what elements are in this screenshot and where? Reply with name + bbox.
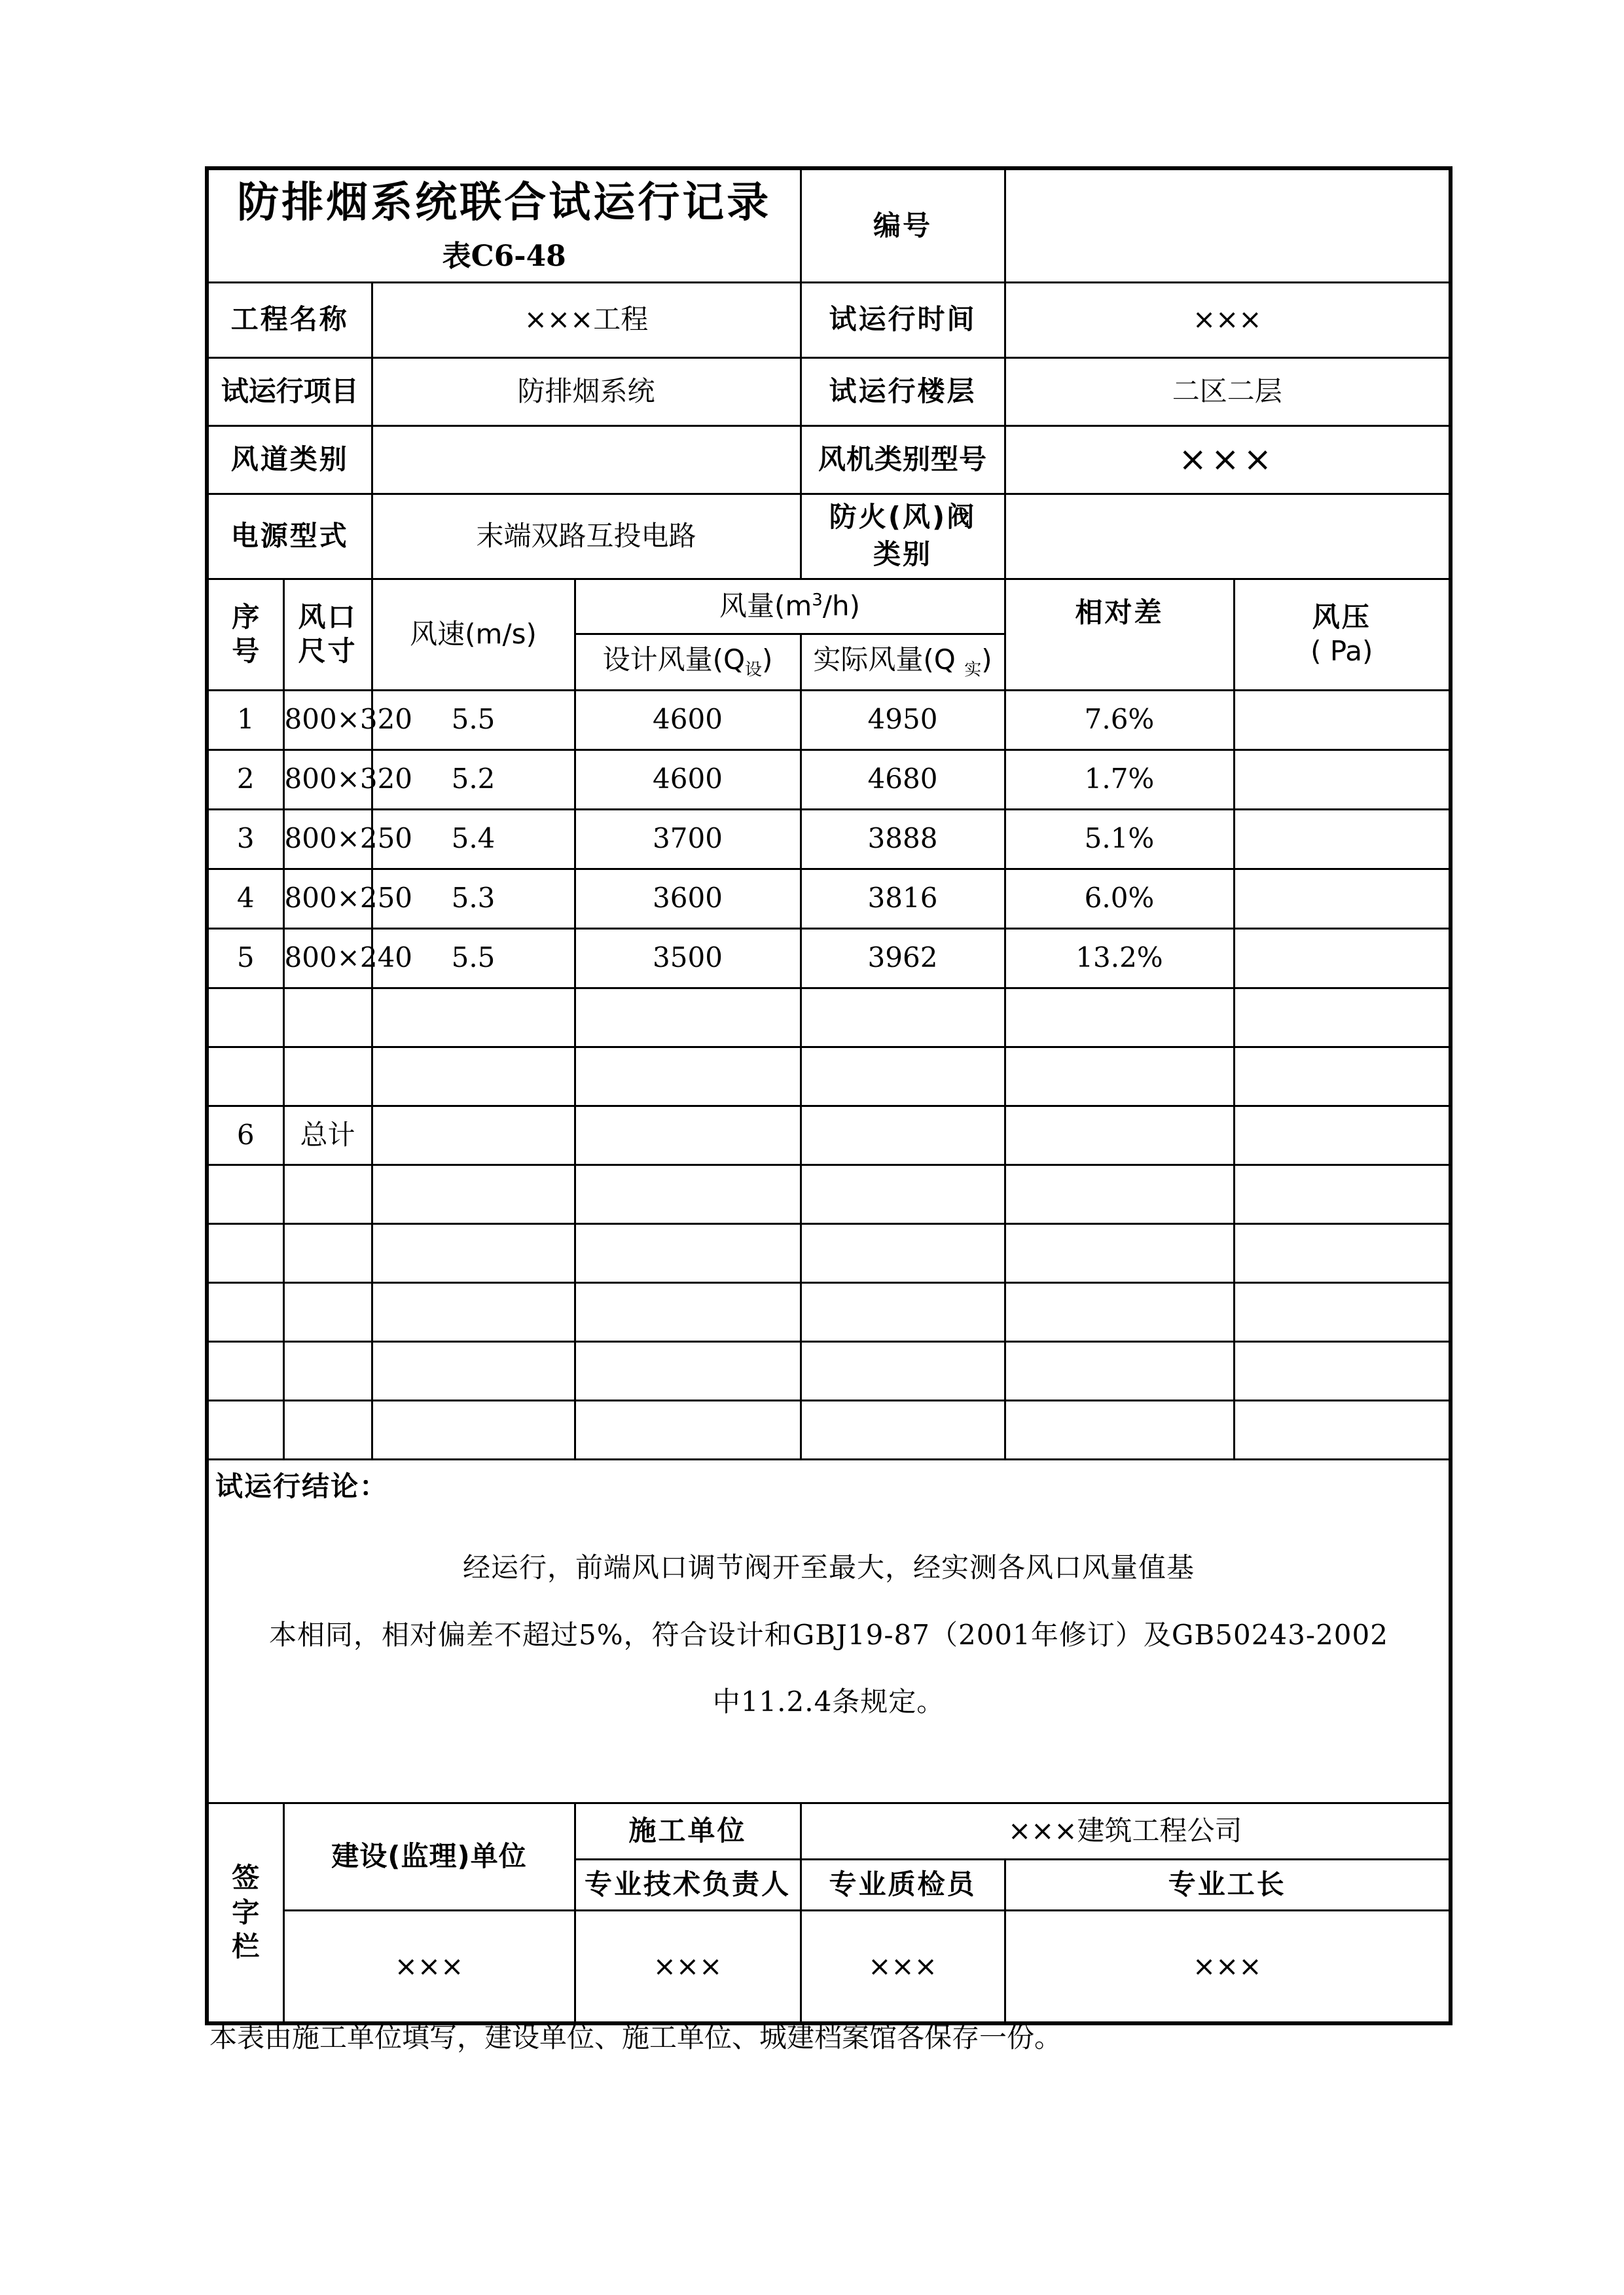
owner-sign[interactable]: ×××: [283, 1910, 575, 2023]
owner-label: 建设(监理)单位: [283, 1803, 575, 1910]
cell-actual[interactable]: [801, 1106, 1005, 1165]
col-volume-header: [575, 579, 1005, 634]
cell-actual[interactable]: [801, 1223, 1005, 1282]
cell-size[interactable]: 800×320: [283, 750, 372, 809]
table-row: [207, 1165, 1451, 1223]
damper-label-line1: 防火(风)阀: [829, 501, 977, 533]
cell-seq[interactable]: [207, 1282, 283, 1341]
cell-design[interactable]: [575, 1047, 801, 1106]
cell-speed[interactable]: [372, 1106, 575, 1165]
col-actual-text: 实际风量(Q: [813, 643, 965, 676]
cell-size[interactable]: 800×250: [283, 809, 372, 869]
cell-actual[interactable]: [801, 1165, 1005, 1223]
table-row: [207, 750, 1451, 809]
cell-design[interactable]: [575, 988, 801, 1047]
footnote: 本表由施工单位填写，建设单位、施工单位、城建档案馆各保存一份。: [209, 2021, 1062, 2053]
title-row: [207, 168, 1451, 282]
cell-actual[interactable]: [801, 1400, 1005, 1459]
cell-diff[interactable]: 5.1%: [1005, 809, 1234, 869]
cell-seq[interactable]: [207, 1165, 283, 1223]
cell-seq[interactable]: 3: [207, 809, 283, 869]
col-seq-header-line2: 号: [232, 635, 260, 667]
col-seq-header-line1: 序: [232, 600, 260, 633]
table-row: [207, 1400, 1451, 1459]
measurement-rows: [207, 690, 1451, 1459]
cell-pressure[interactable]: [1234, 988, 1451, 1047]
cell-pressure[interactable]: [1234, 1047, 1451, 1106]
cell-diff[interactable]: 13.2%: [1005, 928, 1234, 988]
cell-size[interactable]: [283, 988, 372, 1047]
power-value[interactable]: 末端双路互投电路: [372, 494, 801, 579]
cell-design[interactable]: [575, 1400, 801, 1459]
conclusion-line-1: 经运行，前端风口调节阀开至最大，经实测各风口风量值基: [462, 1551, 1195, 1583]
cell-design[interactable]: [575, 1165, 801, 1223]
cell-design[interactable]: [575, 1282, 801, 1341]
cell-size[interactable]: 总计: [283, 1106, 372, 1165]
cell-speed[interactable]: 5.3: [372, 869, 575, 928]
cell-size[interactable]: 800×320: [283, 690, 372, 750]
cell-pressure[interactable]: [1234, 1165, 1451, 1223]
serial-value[interactable]: [1005, 168, 1451, 282]
col-design-text: 设计风量(Q: [602, 643, 746, 676]
project-value[interactable]: ×××工程: [372, 282, 801, 357]
cell-seq[interactable]: [207, 988, 283, 1047]
signature-row-1: [207, 1803, 1451, 1859]
record-form: [205, 166, 1453, 2025]
cell-seq[interactable]: [207, 1047, 283, 1106]
contractor-value[interactable]: ×××建筑工程公司: [801, 1803, 1451, 1859]
fan-label: 风机类别型号: [801, 425, 1005, 494]
cell-diff[interactable]: 1.7%: [1005, 750, 1234, 809]
damper-label: [801, 494, 1005, 579]
cell-size[interactable]: [283, 1047, 372, 1106]
cell-design[interactable]: 3600: [575, 869, 801, 928]
title-cell: [207, 168, 801, 282]
col-speed-header: 风速(m/s): [372, 579, 575, 690]
col-pressure-line2: ( Pa): [1310, 635, 1373, 667]
col-pressure-header: [1234, 579, 1451, 690]
cell-pressure[interactable]: [1234, 1341, 1451, 1400]
contractor-label: 施工单位: [575, 1803, 801, 1859]
cell-seq[interactable]: [207, 1223, 283, 1282]
tech-lead-label: 专业技术负责人: [575, 1859, 801, 1910]
cell-size[interactable]: [283, 1282, 372, 1341]
table-row: [207, 690, 1451, 750]
table-row: [207, 809, 1451, 869]
cell-pressure[interactable]: [1234, 1223, 1451, 1282]
cell-pressure[interactable]: [1234, 809, 1451, 869]
cell-speed[interactable]: [372, 1047, 575, 1106]
conclusion-row: [207, 1459, 1451, 1803]
cell-seq[interactable]: 1: [207, 690, 283, 750]
col-design-close: ): [762, 643, 773, 676]
cell-pressure[interactable]: [1234, 690, 1451, 750]
floor-value[interactable]: 二区二层: [1005, 357, 1451, 425]
cell-pressure[interactable]: [1234, 1400, 1451, 1459]
col-design-header: [575, 634, 801, 690]
col-actual-close: ): [981, 643, 992, 676]
cell-diff[interactable]: [1005, 1282, 1234, 1341]
conclusion-line-3: 中11.2.4条规定。: [712, 1686, 945, 1718]
fan-value[interactable]: ×××: [1005, 425, 1451, 494]
cell-diff[interactable]: 7.6%: [1005, 690, 1234, 750]
cell-speed[interactable]: 5.5: [372, 690, 575, 750]
col-diff-header: 相对差: [1005, 579, 1234, 690]
cell-speed[interactable]: 5.2: [372, 750, 575, 809]
cell-diff[interactable]: 6.0%: [1005, 869, 1234, 928]
tech-lead-sign[interactable]: ×××: [575, 1910, 801, 2023]
conclusion-cell[interactable]: [207, 1459, 1451, 1803]
cell-design[interactable]: [575, 1341, 801, 1400]
serial-label: 编号: [801, 168, 1005, 282]
foreman-label: 专业工长: [1005, 1859, 1451, 1910]
cell-speed[interactable]: [372, 988, 575, 1047]
item-value[interactable]: 防排烟系统: [372, 357, 801, 425]
damper-value[interactable]: [1005, 494, 1451, 579]
col-volume-sup: 3: [812, 590, 823, 610]
cell-size[interactable]: [283, 1165, 372, 1223]
info-row-project: [207, 282, 1451, 357]
form-title: 防排烟系统联合试运行记录: [237, 179, 772, 228]
cell-actual[interactable]: [801, 1047, 1005, 1106]
signature-column-label: [207, 1803, 283, 2023]
table-row: [207, 1282, 1451, 1341]
cell-design[interactable]: 3500: [575, 928, 801, 988]
info-row-item: [207, 357, 1451, 425]
cell-actual[interactable]: 3888: [801, 809, 1005, 869]
conclusion-line-2: 本相同，相对偏差不超过5%，符合设计和GBJ19-87（2001年修订）及GB50243-2002: [269, 1618, 1388, 1651]
duct-label: 风道类别: [207, 425, 372, 494]
cell-speed[interactable]: 5.4: [372, 809, 575, 869]
cell-seq[interactable]: 2: [207, 750, 283, 809]
form-number: 表C6-48: [442, 240, 566, 274]
conclusion-label: 试运行结论：: [215, 1470, 389, 1502]
cell-design[interactable]: 4600: [575, 690, 801, 750]
cell-actual[interactable]: 3962: [801, 928, 1005, 988]
cell-speed[interactable]: [372, 1282, 575, 1341]
col-actual-sub: 实: [964, 660, 982, 680]
cell-design[interactable]: [575, 1223, 801, 1282]
info-row-duct: [207, 425, 1451, 494]
signature-row-3: [207, 1910, 1451, 2023]
cell-size[interactable]: [283, 1400, 372, 1459]
cell-pressure[interactable]: [1234, 869, 1451, 928]
col-seq-header: [207, 579, 283, 690]
col-pressure-line1: 风压: [1312, 600, 1371, 633]
cell-actual[interactable]: [801, 1341, 1005, 1400]
cell-speed[interactable]: [372, 1223, 575, 1282]
col-volume-text: 风量(m: [719, 589, 812, 622]
cell-speed[interactable]: [372, 1400, 575, 1459]
cell-diff[interactable]: [1005, 1341, 1234, 1400]
cell-design[interactable]: 3700: [575, 809, 801, 869]
signature-label-char-1: 签: [232, 1862, 260, 1894]
cell-seq[interactable]: [207, 1400, 283, 1459]
cell-actual[interactable]: 4680: [801, 750, 1005, 809]
table-row: [207, 988, 1451, 1047]
cell-actual[interactable]: [801, 988, 1005, 1047]
cell-seq[interactable]: [207, 1341, 283, 1400]
table-row: [207, 928, 1451, 988]
cell-actual[interactable]: 4950: [801, 690, 1005, 750]
cell-actual[interactable]: 3816: [801, 869, 1005, 928]
col-size-header: 风口尺寸: [283, 579, 372, 690]
cell-pressure[interactable]: [1234, 928, 1451, 988]
cell-actual[interactable]: [801, 1282, 1005, 1341]
table-row: [207, 1106, 1451, 1165]
run-time-value[interactable]: ×××: [1005, 282, 1451, 357]
power-label: 电源型式: [207, 494, 372, 579]
floor-label: 试运行楼层: [801, 357, 1005, 425]
cell-design[interactable]: 4600: [575, 750, 801, 809]
col-design-sub: 设: [745, 660, 763, 680]
project-label: 工程名称: [207, 282, 372, 357]
signature-label-char-2: 字: [232, 1896, 260, 1928]
cell-diff[interactable]: [1005, 1400, 1234, 1459]
cell-design[interactable]: [575, 1106, 801, 1165]
signature-label-char-3: 栏: [232, 1930, 260, 1962]
item-label: 试运行项目: [207, 357, 372, 425]
col-actual-header: [801, 634, 1005, 690]
cell-seq[interactable]: 6: [207, 1106, 283, 1165]
qc-sign[interactable]: ×××: [801, 1910, 1005, 2023]
cell-seq[interactable]: 5: [207, 928, 283, 988]
col-volume-unit: /h): [822, 589, 860, 622]
cell-size[interactable]: 800×240: [283, 928, 372, 988]
table-row: [207, 1341, 1451, 1400]
table-row: [207, 869, 1451, 928]
qc-label: 专业质检员: [801, 1859, 1005, 1910]
table-row: [207, 1047, 1451, 1106]
cell-seq[interactable]: 4: [207, 869, 283, 928]
cell-diff[interactable]: [1005, 988, 1234, 1047]
cell-diff[interactable]: [1005, 1165, 1234, 1223]
cell-size[interactable]: [283, 1223, 372, 1282]
cell-diff[interactable]: [1005, 1223, 1234, 1282]
table-row: [207, 1223, 1451, 1282]
cell-diff[interactable]: [1005, 1106, 1234, 1165]
cell-pressure[interactable]: [1234, 1106, 1451, 1165]
cell-size[interactable]: [283, 1341, 372, 1400]
cell-speed[interactable]: [372, 1165, 575, 1223]
cell-pressure[interactable]: [1234, 750, 1451, 809]
cell-pressure[interactable]: [1234, 1282, 1451, 1341]
table-header-row-1: [207, 579, 1451, 634]
duct-value[interactable]: [372, 425, 801, 494]
cell-size[interactable]: 800×250: [283, 869, 372, 928]
cell-speed[interactable]: 5.5: [372, 928, 575, 988]
cell-diff[interactable]: [1005, 1047, 1234, 1106]
damper-label-line2: 类别: [873, 538, 932, 570]
info-row-power: [207, 494, 1451, 579]
cell-speed[interactable]: [372, 1341, 575, 1400]
run-time-label: 试运行时间: [801, 282, 1005, 357]
foreman-sign[interactable]: ×××: [1005, 1910, 1451, 2023]
